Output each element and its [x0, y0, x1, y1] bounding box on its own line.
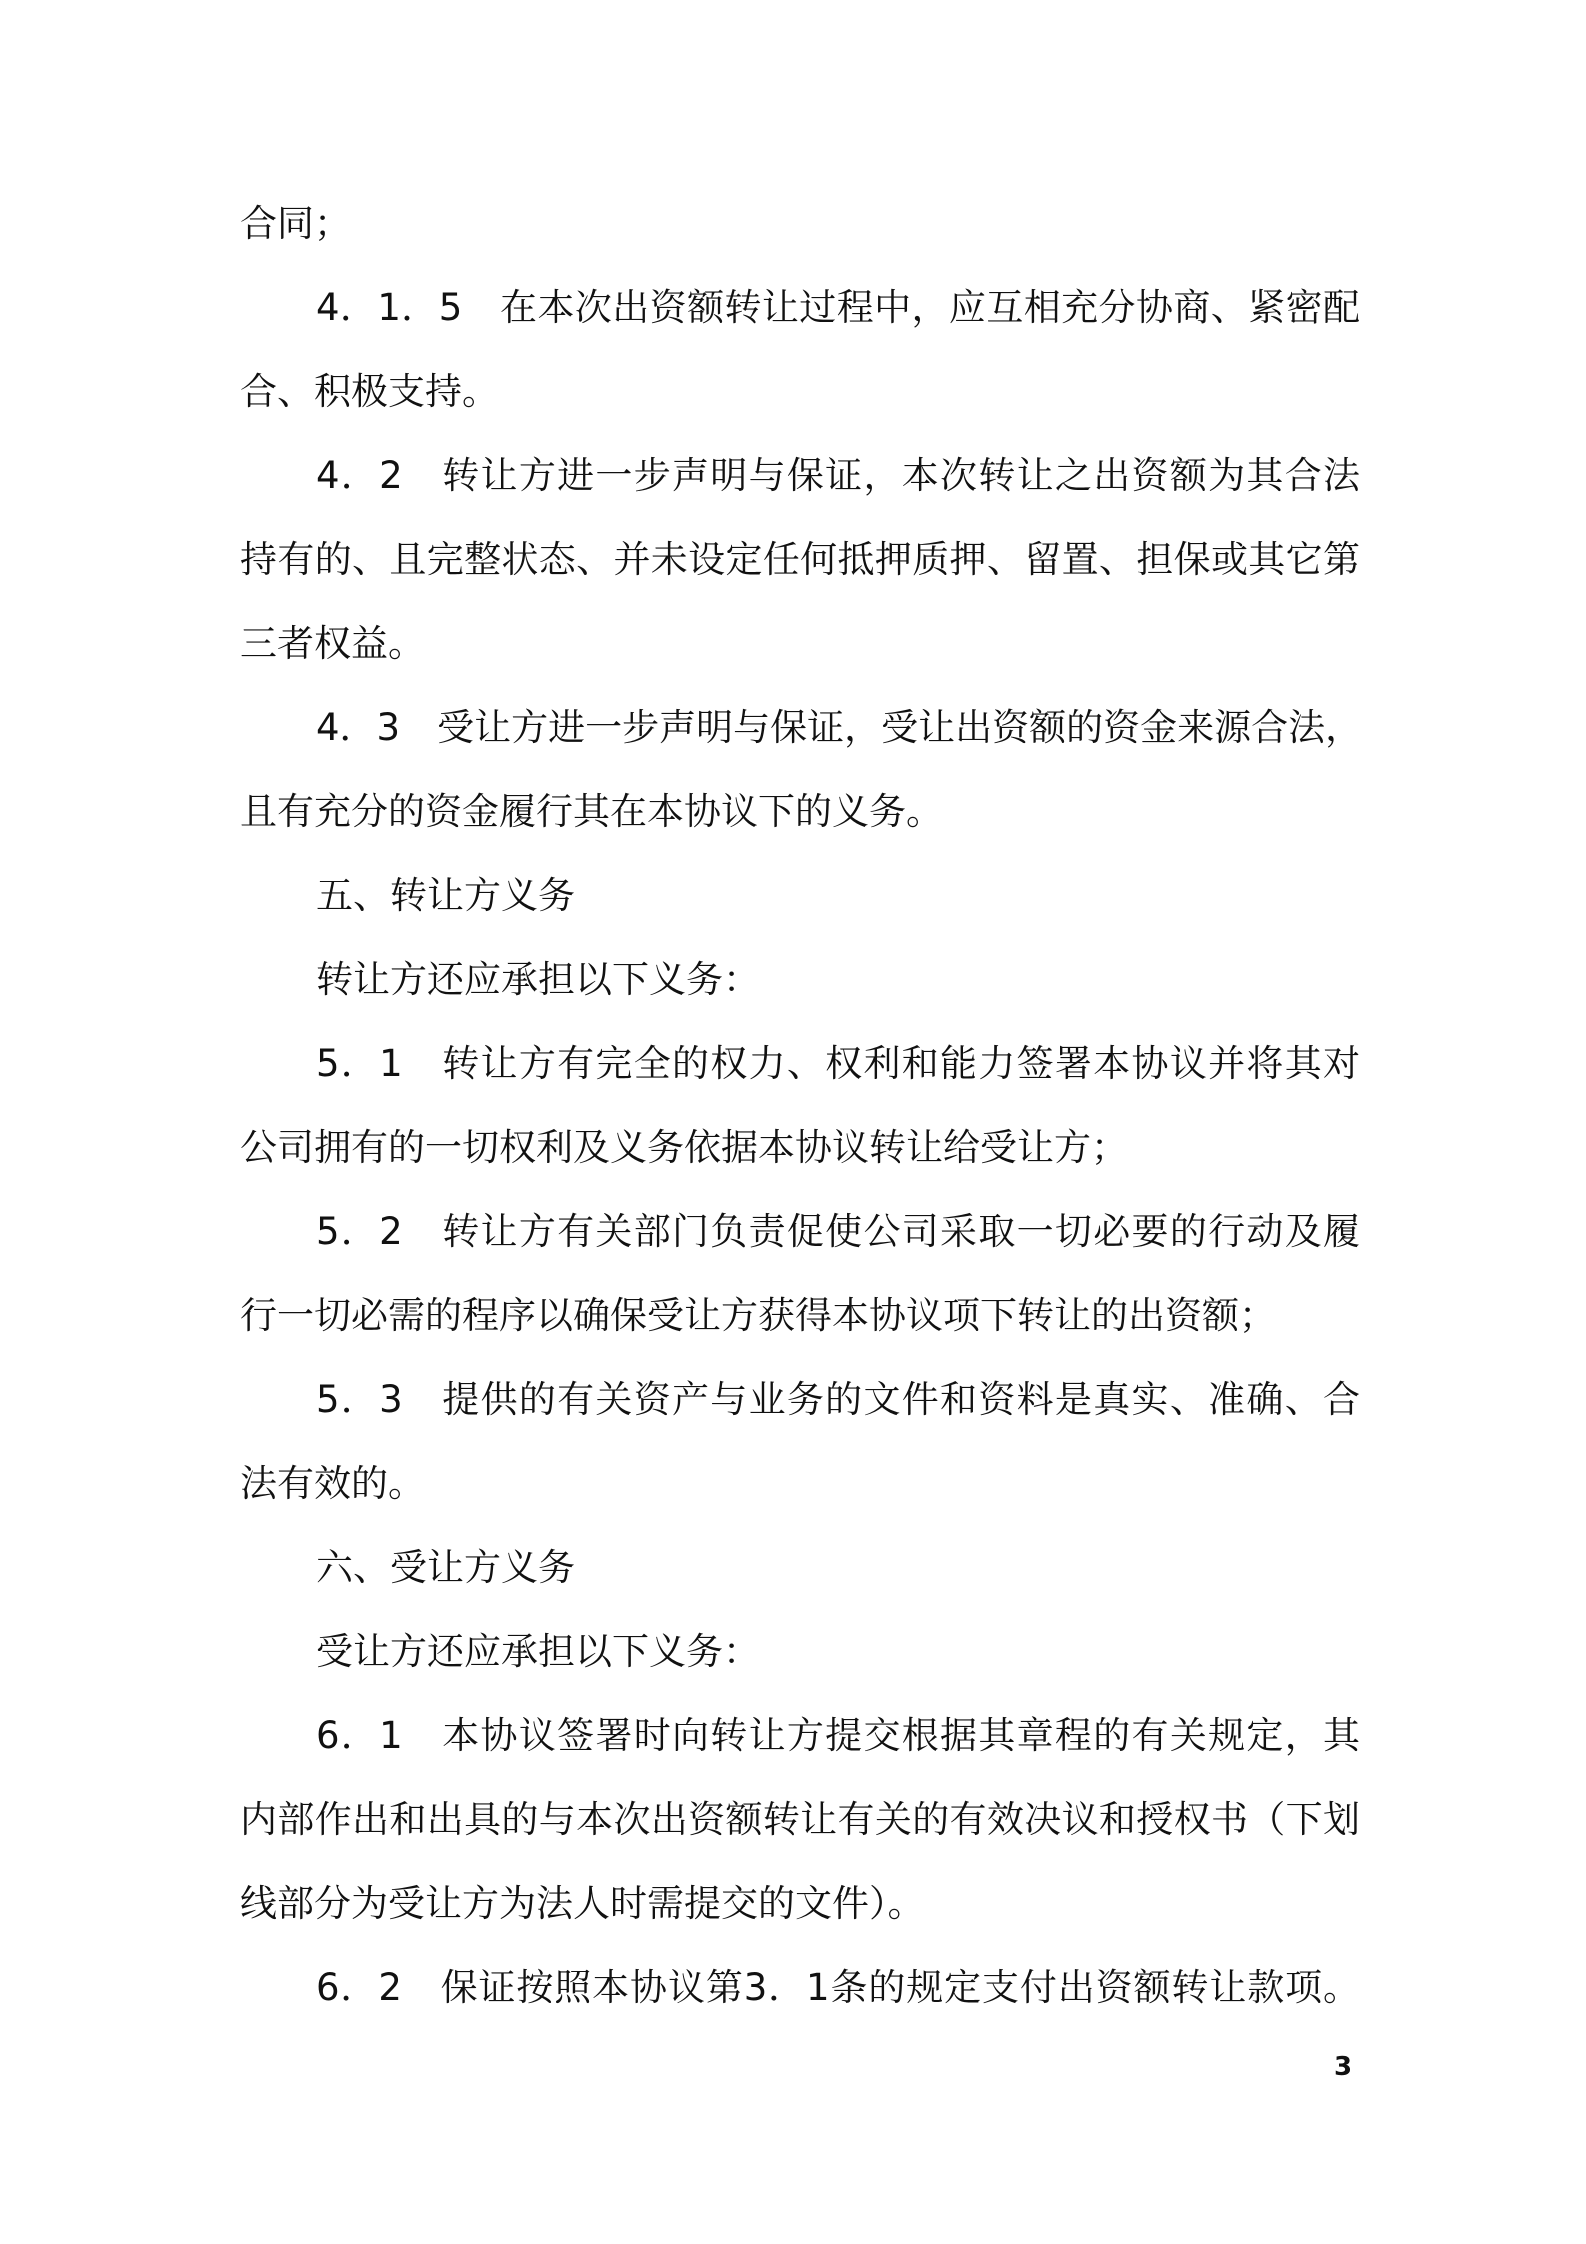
text-line: 法有效的。 — [240, 1462, 425, 1505]
text-line: 合、积极支持。 — [240, 370, 499, 413]
section-intro: 受让方还应承担以下义务： — [316, 1630, 760, 1673]
text-line: 且有充分的资金履行其在本协议下的义务。 — [240, 790, 943, 833]
text-line: 三者权益。 — [240, 622, 425, 665]
clause-4-1-5: 4．1．5 在本次出资额转让过程中，应互相充分协商、紧密配 — [316, 286, 1360, 329]
section-heading-5: 五、转让方义务 — [316, 874, 575, 917]
clause-6-1: 6．1 本协议签署时向转让方提交根据其章程的有关规定，其 — [316, 1714, 1360, 1757]
text-line: 线部分为受让方为法人时需提交的文件）。 — [240, 1882, 925, 1925]
clause-4-2: 4．2 转让方进一步声明与保证，本次转让之出资额为其合法 — [316, 454, 1360, 497]
text-line: 持有的、且完整状态、并未设定任何抵押质押、留置、担保或其它第 — [240, 538, 1360, 581]
clause-5-3: 5．3 提供的有关资产与业务的文件和资料是真实、准确、合 — [316, 1378, 1360, 1421]
clause-4-3: 4．3 受让方进一步声明与保证，受让出资额的资金来源合法， — [316, 706, 1363, 749]
section-heading-6: 六、受让方义务 — [316, 1546, 575, 1589]
text-line: 合同； — [240, 202, 351, 245]
text-line: 行一切必需的程序以确保受让方获得本协议项下转让的出资额； — [240, 1294, 1276, 1337]
text-line: 公司拥有的一切权利及义务依据本协议转让给受让方； — [240, 1126, 1128, 1169]
clause-5-2: 5．2 转让方有关部门负责促使公司采取一切必要的行动及履 — [316, 1210, 1360, 1253]
text-line: 内部作出和出具的与本次出资额转让有关的有效决议和授权书（下划 — [240, 1798, 1360, 1841]
clause-5-1: 5．1 转让方有完全的权力、权利和能力签署本协议并将其对 — [316, 1042, 1360, 1085]
page-number: 3 — [1334, 2052, 1353, 2082]
section-intro: 转让方还应承担以下义务： — [316, 958, 760, 1001]
clause-6-2: 6．2 保证按照本协议第3．1条的规定支付出资额转让款项。 — [316, 1966, 1360, 2009]
